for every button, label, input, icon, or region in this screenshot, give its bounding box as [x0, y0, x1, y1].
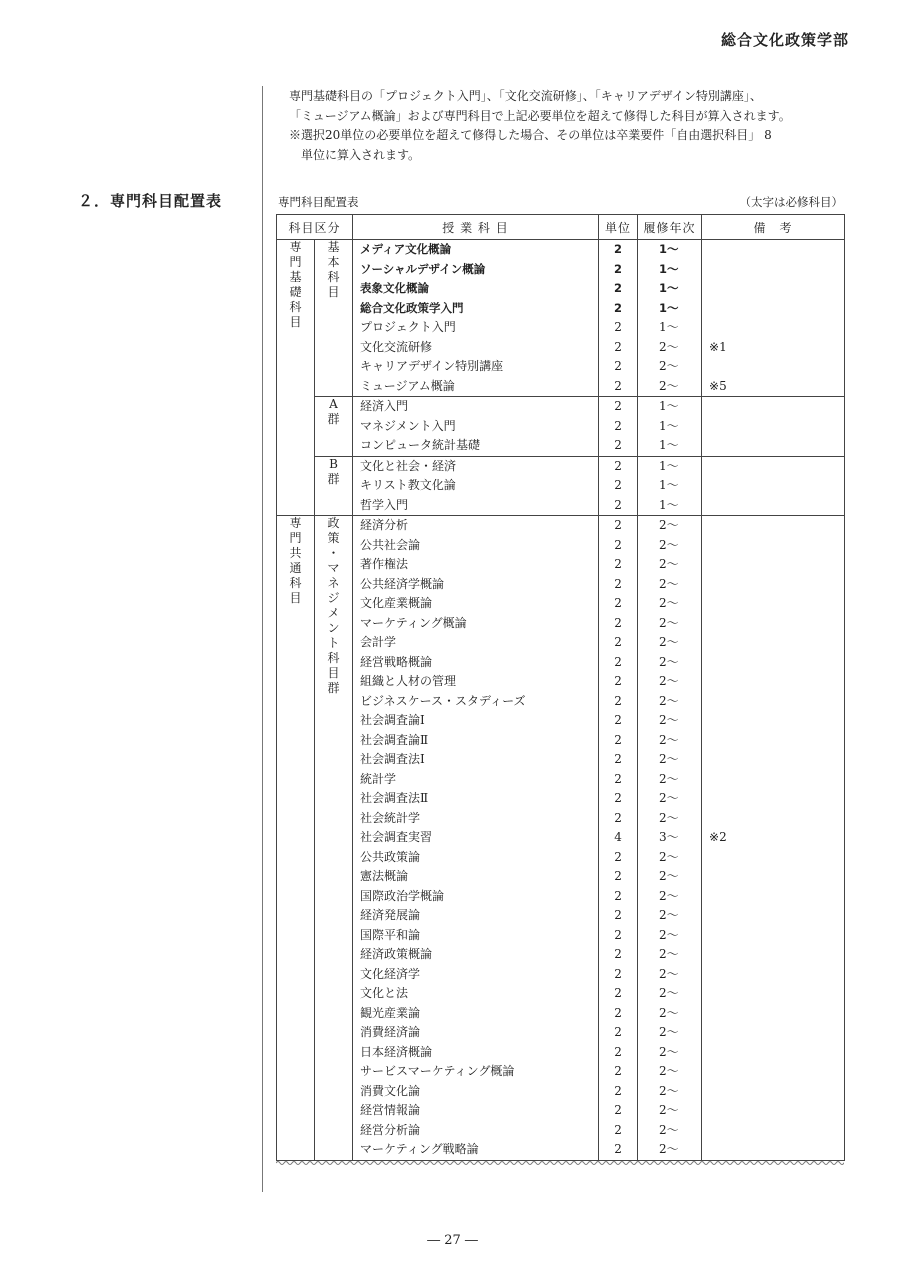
course-name: 観光産業論 [360, 1005, 421, 1020]
page-number: ― 27 ― [427, 1233, 478, 1248]
course-name: 憲法概論 [360, 869, 409, 883]
course-units: 2 [614, 771, 622, 786]
subgroup-cell [315, 397, 353, 457]
course-year: 2〜 [659, 654, 679, 669]
vertical-char: ネ [327, 576, 340, 590]
course-name: 会計学 [360, 635, 397, 649]
course-name: 文化と社会・経済 [360, 458, 457, 473]
course-remark [702, 457, 844, 477]
course-units: 2 [614, 791, 622, 805]
vertical-char: 基 [327, 240, 340, 254]
course-units: 4 [614, 830, 622, 844]
course-name: 経営分析論 [360, 1122, 421, 1137]
course-year: 2〜 [659, 1142, 679, 1156]
course-name: キャリアデザイン特別講座 [360, 359, 504, 373]
course-name: プロジェクト入門 [360, 320, 456, 334]
vertical-char: ジ [327, 591, 340, 605]
vertical-char: 門 [289, 255, 302, 269]
vertical-char: 基 [289, 270, 302, 284]
course-name: ソーシャルデザイン概論 [360, 261, 486, 276]
years-cell [638, 397, 702, 457]
table-continuation-wave [276, 1159, 844, 1167]
course-remark [702, 809, 844, 829]
course-remark [702, 653, 844, 673]
course-year: 2〜 [659, 888, 679, 903]
course-units: 2 [614, 966, 622, 981]
course-units: 2 [614, 986, 622, 1000]
course-units: 2 [614, 1103, 622, 1117]
notes-cell [702, 397, 845, 457]
course-name: 経済発展論 [360, 908, 421, 922]
course-remark [702, 436, 844, 456]
vertical-char: 専 [289, 516, 302, 530]
course-year: 2〜 [659, 518, 679, 532]
vertical-char: B [329, 456, 338, 471]
course-year: 2〜 [659, 986, 679, 1000]
course-units: 2 [614, 497, 622, 512]
course-name: 組織と人材の管理 [360, 674, 457, 688]
course-remark [702, 1101, 844, 1121]
course-name: 文化経済学 [360, 966, 421, 981]
subgroup-block [277, 456, 845, 516]
course-units: 2 [614, 732, 622, 747]
course-remark [702, 984, 844, 1004]
course-name: 公共経済学概論 [360, 576, 445, 591]
course-year: 2〜 [659, 1064, 679, 1078]
course-name: ミュージアム概論 [360, 378, 455, 393]
course-name: 経営戦略概論 [360, 654, 433, 669]
subgroup-label [315, 240, 352, 300]
header-units: 単位 [599, 215, 638, 240]
course-remark [702, 711, 844, 731]
course-units: 2 [614, 339, 622, 354]
course-units: 2 [614, 438, 622, 452]
course-year: 2〜 [659, 537, 679, 552]
vertical-char: 目 [327, 666, 340, 680]
subgroup-label [315, 397, 352, 427]
course-name: 統計学 [360, 771, 397, 786]
course-year: 2〜 [659, 791, 679, 805]
course-remark [702, 1023, 844, 1043]
course-units: 2 [614, 947, 622, 961]
course-name: メディア文化概論 [360, 242, 452, 256]
course-units: 2 [614, 615, 622, 630]
course-units: 2 [614, 869, 622, 883]
course-remark [702, 240, 844, 260]
course-name: 経営情報論 [360, 1103, 421, 1117]
years-cell [638, 456, 702, 516]
course-year: 1〜 [659, 300, 679, 315]
course-name: 著作権法 [360, 557, 409, 571]
course-units: 2 [614, 399, 622, 413]
course-units: 2 [614, 478, 622, 492]
course-name: コンピュータ統計基礎 [360, 438, 481, 452]
notes-cell [702, 240, 845, 397]
vertical-char: メ [327, 606, 340, 620]
subgroup-label [315, 516, 352, 696]
course-year: 2〜 [659, 596, 679, 610]
course-year: 2〜 [659, 615, 679, 630]
intro-text [289, 87, 869, 165]
course-remark: ※1 [709, 339, 727, 354]
course-units: 2 [614, 320, 622, 334]
course-year: 1〜 [659, 399, 679, 413]
course-units: 2 [614, 1083, 622, 1098]
header-subject: 授 業 科 目 [353, 215, 599, 240]
vertical-char: 群 [327, 681, 340, 695]
course-name: 表象文化概論 [360, 281, 430, 295]
course-year: 2〜 [659, 1025, 679, 1039]
course-year: 2〜 [659, 810, 679, 825]
course-units: 2 [614, 300, 623, 315]
course-year: 1〜 [659, 242, 679, 256]
vertical-char: 策 [327, 531, 340, 545]
subgroup-label [315, 457, 352, 487]
course-name: 文化交流研修 [360, 339, 433, 354]
course-name: 文化と法 [360, 986, 409, 1000]
course-units: 2 [614, 359, 622, 373]
course-name: 日本経済概論 [360, 1044, 433, 1059]
vertical-char: 群 [327, 412, 340, 426]
course-units: 2 [614, 1025, 622, 1039]
course-name: サービスマーケティング概論 [360, 1064, 515, 1078]
course-remark [702, 965, 844, 985]
course-year: 2〜 [659, 849, 679, 864]
course-name: 経済政策概論 [360, 947, 433, 961]
vertical-char: 共 [289, 546, 302, 560]
vertical-char: 政 [327, 516, 340, 530]
course-year: 2〜 [659, 1103, 679, 1117]
subgroup-cell [315, 456, 353, 516]
table-body [277, 240, 845, 1161]
subgroup-cell [315, 240, 353, 397]
header-category: 科目区分 [277, 215, 353, 240]
vertical-char: 群 [327, 471, 340, 486]
course-year: 2〜 [659, 752, 679, 766]
course-remark [702, 1140, 844, 1160]
course-units: 2 [614, 261, 623, 276]
section-title: ２．専門科目配置表 [78, 192, 223, 210]
subgroup-block [277, 397, 845, 457]
course-name: 総合文化政策学入門 [360, 300, 464, 315]
subgroup-block [277, 516, 845, 1161]
course-units: 2 [614, 458, 622, 473]
category-label [277, 516, 314, 606]
notes-cell [702, 516, 845, 1161]
course-units: 2 [614, 537, 622, 552]
vertical-char: ・ [327, 546, 340, 560]
course-units: 2 [614, 693, 622, 708]
course-year: 2〜 [659, 1083, 679, 1098]
course-name: 国際政治学概論 [360, 888, 445, 903]
course-units: 2 [614, 1044, 622, 1059]
course-year: 1〜 [659, 438, 679, 452]
course-units: 2 [614, 849, 622, 864]
header-remarks: 備 考 [702, 215, 845, 240]
course-remark [702, 357, 844, 377]
vertical-char: 科 [289, 300, 302, 314]
course-units: 2 [614, 674, 622, 688]
course-name: マーケティング概論 [360, 615, 467, 630]
course-year: 2〜 [659, 576, 679, 591]
course-remark [702, 692, 844, 712]
course-name: 文化産業概論 [360, 596, 433, 610]
course-units: 2 [614, 242, 623, 256]
course-remark [702, 789, 844, 809]
course-units: 2 [614, 1005, 622, 1020]
course-year: 2〜 [659, 1122, 679, 1137]
course-name: 哲学入門 [360, 497, 409, 512]
course-year: 2〜 [659, 693, 679, 708]
courses-cell [353, 240, 599, 397]
course-remark [702, 672, 844, 692]
course-name: 社会調査論Ⅱ [360, 732, 429, 747]
units-cell [599, 516, 638, 1161]
course-name: 公共政策論 [360, 849, 421, 864]
vertical-char: 本 [327, 255, 340, 269]
course-remark [702, 260, 844, 280]
table-note: （太字は必修科目） [739, 195, 843, 209]
course-name: キリスト教文化論 [360, 478, 456, 492]
intro-line: ※選択20単位の必要単位を超えて修得した場合、その単位は卒業要件「自由選択科目」 8 [289, 128, 772, 142]
vertical-char: マ [327, 561, 340, 575]
years-cell [638, 240, 702, 397]
course-year: 2〜 [659, 869, 679, 883]
course-units: 2 [614, 596, 622, 610]
course-remark [702, 476, 844, 496]
course-remark [702, 848, 844, 868]
course-year: 1〜 [659, 478, 679, 492]
category-cell [277, 516, 315, 1161]
course-remark [702, 867, 844, 887]
vertical-char: ト [327, 636, 340, 650]
course-year: 2〜 [659, 635, 679, 649]
course-name: マネジメント入門 [360, 418, 456, 433]
course-remark: ※5 [709, 378, 727, 393]
course-remark [702, 906, 844, 926]
intro-line: 「ミュージアム概論」および専門科目で上記必要単位を超えて修得した科目が算入されます。 [289, 108, 791, 123]
course-year: 2〜 [659, 378, 679, 393]
course-year: 1〜 [659, 418, 679, 433]
course-remark [702, 1043, 844, 1063]
course-remark [702, 887, 844, 907]
courses-cell [353, 456, 599, 516]
course-units: 2 [614, 654, 622, 669]
header-year: 履修年次 [638, 215, 702, 240]
units-cell [599, 397, 638, 457]
vertical-char: 科 [289, 576, 302, 590]
course-units: 2 [614, 418, 622, 433]
course-name: マーケティング戦略論 [360, 1142, 479, 1156]
course-remark [702, 397, 844, 417]
vertical-char: 目 [289, 591, 302, 605]
course-name: 国際平和論 [360, 927, 421, 942]
course-remark [702, 614, 844, 634]
course-units: 2 [614, 576, 622, 591]
course-year: 2〜 [659, 908, 679, 922]
course-remark [702, 731, 844, 751]
vertical-char: A [329, 397, 338, 411]
course-year: 2〜 [659, 557, 679, 571]
course-remark [702, 536, 844, 556]
course-year: 1〜 [659, 281, 679, 295]
course-remark [702, 750, 844, 770]
course-remark: ※2 [709, 830, 727, 844]
notes-cell [702, 456, 845, 516]
course-name: ビジネスケース・スタディーズ [360, 693, 526, 708]
course-year: 1〜 [659, 320, 679, 334]
course-units: 2 [614, 1122, 622, 1137]
category-cell [277, 240, 315, 516]
course-name: 社会調査法Ⅱ [360, 791, 429, 805]
vertical-char: 通 [289, 561, 302, 575]
course-year: 2〜 [659, 732, 679, 747]
course-name: 消費経済論 [360, 1025, 421, 1039]
course-units: 2 [614, 1142, 622, 1156]
course-units: 2 [614, 1064, 622, 1078]
course-units: 2 [614, 281, 623, 295]
vertical-char: 目 [289, 315, 302, 329]
course-remark [702, 575, 844, 595]
intro-line: 専門基礎科目の「プロジェクト入門」、「文化交流研修」、「キャリアデザイン特別講座」、 [289, 89, 762, 103]
course-year: 1〜 [659, 458, 679, 473]
course-year: 3〜 [659, 830, 679, 844]
subgroup-block [277, 240, 845, 397]
course-units: 2 [614, 713, 622, 727]
department-header: 総合文化政策学部 [720, 31, 849, 49]
course-name: 社会調査論Ⅰ [360, 713, 425, 727]
course-name: 公共社会論 [360, 537, 421, 552]
intro-line: 単位に算入されます。 [301, 147, 421, 162]
course-units: 2 [614, 518, 622, 532]
course-remark [702, 594, 844, 614]
course-year: 2〜 [659, 339, 679, 354]
years-cell [638, 516, 702, 1161]
courses-cell [353, 516, 599, 1161]
table-header-row [277, 215, 845, 240]
margin-divider [262, 86, 263, 1192]
course-name: 社会調査実習 [360, 830, 433, 844]
course-name: 社会統計学 [360, 810, 421, 825]
course-remark [702, 926, 844, 946]
course-name: 消費文化論 [360, 1083, 421, 1098]
course-units: 2 [614, 908, 622, 922]
course-year: 1〜 [659, 261, 679, 276]
course-name: 社会調査法Ⅰ [360, 752, 425, 766]
subgroup-cell [315, 516, 353, 1161]
course-year: 2〜 [659, 771, 679, 786]
vertical-char: 専 [289, 240, 302, 254]
course-remark [702, 496, 844, 516]
course-year: 2〜 [659, 674, 679, 688]
course-year: 2〜 [659, 1044, 679, 1059]
vertical-char: 科 [327, 651, 340, 665]
course-year: 2〜 [659, 966, 679, 981]
course-remark [702, 516, 844, 536]
course-remark [702, 299, 844, 319]
course-units: 2 [614, 557, 622, 571]
course-units: 2 [614, 888, 622, 903]
course-year: 2〜 [659, 359, 679, 373]
course-remark [702, 555, 844, 575]
course-year: 1〜 [659, 497, 679, 512]
course-remark [702, 1121, 844, 1141]
course-name: 経済分析 [360, 518, 409, 532]
course-year: 2〜 [659, 947, 679, 961]
course-remark [702, 417, 844, 437]
courses-cell [353, 397, 599, 457]
course-remark [702, 945, 844, 965]
course-units: 2 [614, 810, 622, 825]
course-remark [702, 1062, 844, 1082]
course-remark [702, 770, 844, 790]
course-units: 2 [614, 378, 622, 393]
course-name: 経済入門 [360, 399, 409, 413]
course-remark [702, 279, 844, 299]
course-year: 2〜 [659, 713, 679, 727]
vertical-char: 礎 [289, 285, 302, 299]
course-remark [702, 1004, 844, 1024]
table-caption: 専門科目配置表 [278, 195, 359, 209]
course-year: 2〜 [659, 1005, 679, 1020]
units-cell [599, 456, 638, 516]
course-remark [702, 1082, 844, 1102]
course-year: 2〜 [659, 927, 679, 942]
vertical-char: 目 [327, 285, 340, 299]
course-units: 2 [614, 927, 622, 942]
category-label [277, 240, 314, 330]
vertical-char: 門 [289, 531, 302, 545]
vertical-char: ン [327, 621, 340, 635]
course-units: 2 [614, 752, 622, 766]
course-remark [702, 318, 844, 338]
course-units: 2 [614, 635, 622, 649]
vertical-char: 科 [327, 270, 340, 284]
course-remark [702, 633, 844, 653]
units-cell [599, 240, 638, 397]
course-table [276, 214, 845, 1161]
